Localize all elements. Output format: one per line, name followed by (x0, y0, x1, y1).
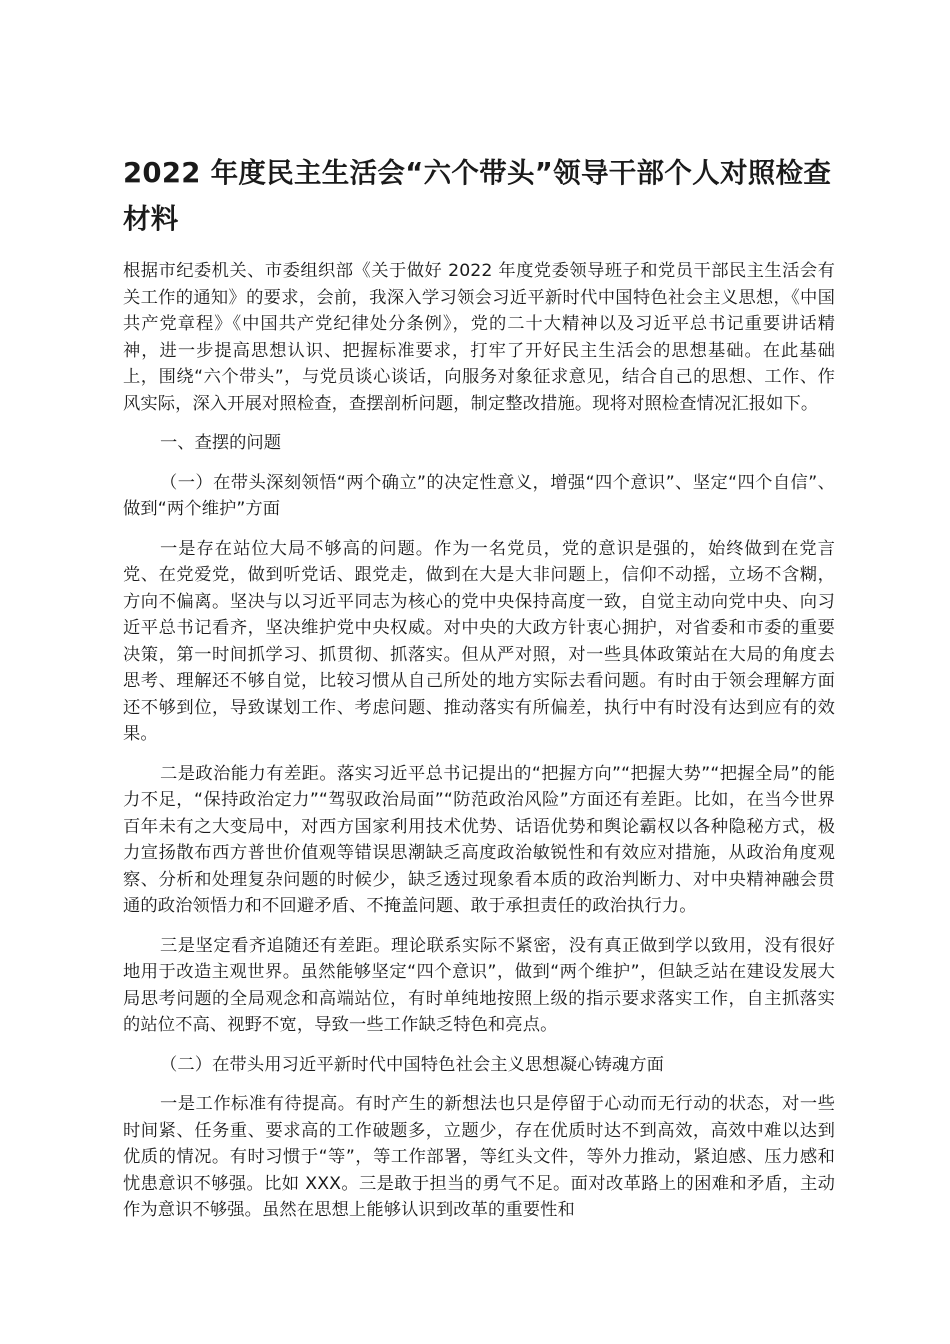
paragraph-2-1: 一是工作标准有待提高。有时产生的新想法也只是停留于心动而无行动的状态，对一些时间紧、任务重、要求高的工作破题多，立题少，存在优质时达不到高效，高效中难以达到优质的情况。有时习惯于“等”，等工作部署，等红头文件，等外力推动，紧迫感、压力感和忧患意识不够强。比如 XXX。三是敢于担当的勇气不足。面对改革路上的困难和矛盾，主动作为意识不够强。虽然在思想上能够认识到改革的重要性和 (123, 1094, 835, 1220)
subsection-heading-1: （一）在带头深刻领悟“两个确立”的决定性意义，增强“四个意识”、坚定“四个自信”、做到“两个维护”方面 (123, 472, 835, 519)
intro-paragraph: 根据市纪委机关、市委组织部《关于做好 2022 年度党委领导班子和党员干部民主生活会有关工作的通知》的要求，会前，我深入学习领会习近平新时代中国特色社会主义思想，《中国共产党章程》《中国共产党纪律处分条例》，党的二十大精神以及习近平总书记重要讲话精神，进一步提高思想认识、把握标准要求，打牢了开好民主生活会的思想基础。在此基础上，围绕“六个带头”，与党员谈心谈话，向服务对象征求意见，结合自己的思想、工作、作风实际，深入开展对照检查，查摆剖析问题，制定整改措施。现将对照检查情况汇报如下。 (123, 261, 835, 414)
subsection-heading-2: （二）在带头用习近平新时代中国特色社会主义思想凝心铸魂方面 (160, 1054, 665, 1075)
document-page (123, 150, 835, 1237)
paragraph-1-3: 三是坚定看齐追随还有差距。理论联系实际不紧密，没有真正做到学以致用，没有很好地用于改造主观世界。虽然能够坚定“四个意识”，做到“两个维护”，但缺乏站在建设发展大局思考问题的全局观念和高端站位，有时单纯地按照上级的指示要求落实工作，自主抓落实的站位不高、视野不宽，导致一些工作缺乏特色和亮点。 (123, 935, 835, 1035)
document-title: 2022 年度民主生活会“六个带头”领导干部个人对照检查材料 (123, 157, 832, 235)
paragraph-1-2: 二是政治能力有差距。落实习近平总书记提出的“把握方向”“把握大势”“把握全局”的能力不足，“保持政治定力”“驾驭政治局面”“防范政治风险”方面还有差距。比如，在当今世界百年未有之大变局中，对西方国家利用技术优势、话语优势和舆论霸权以各种隐秘方式，极力宣扬散布西方普世价值观等错误思潮缺乏高度政治敏锐性和有效应对措施，从政治角度观察、分析和处理复杂问题的时候少，缺乏透过现象看本质的政治判断力、对中央精神融会贯通的政治领悟力和不回避矛盾、不掩盖问题、敢于承担责任的政治执行力。 (123, 763, 835, 916)
paragraph-1-1: 一是存在站位大局不够高的问题。作为一名党员，党的意识是强的，始终做到在党言党、在党爱党，做到听党话、跟党走，做到在大是大非问题上，信仰不动摇，立场不含糊，方向不偏离。坚决与以习近平同志为核心的党中央保持高度一致，自觉主动向党中央、向习近平总书记看齐，坚决维护党中央权威。对中央的大政方针衷心拥护，对省委和市委的重要决策，第一时间抓学习、抓贯彻、抓落实。但从严对照，对一些具体政策站在大局的角度去思考、理解还不够自觉，比较习惯从自己所处的地方实际去看问题。有时由于领会理解方面还不够到位，导致谋划工作、考虑问题、推动落实有所偏差，执行中有时没有达到应有的效果。 (123, 538, 835, 744)
section-heading-problems: 一、查摆的问题 (160, 433, 281, 453)
